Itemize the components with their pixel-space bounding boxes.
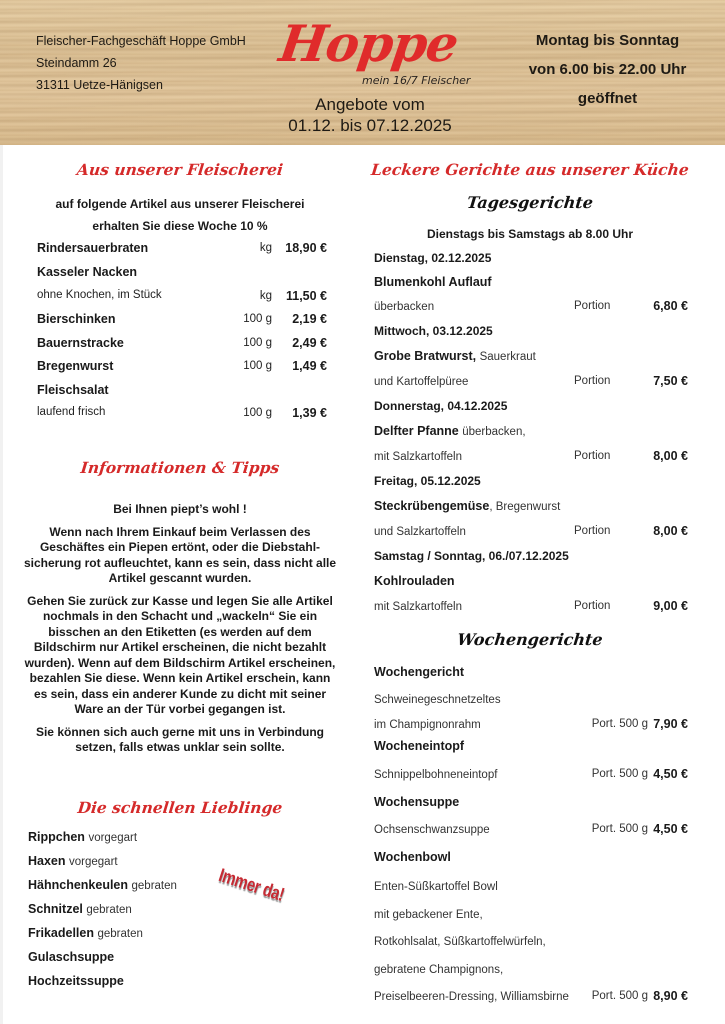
weekly-desc: Schweinegeschnetzeltes [374, 694, 501, 706]
item-price: 1,39 € [292, 406, 327, 420]
page-edge [0, 145, 3, 1024]
day-label: Freitag, 05.12.2025 [374, 474, 481, 488]
info-paragraph: Gehen Sie zurück zur Kasse und legen Sie alle Artikel nochmals in den Schacht und „wackeln“ Sie ein bisschen an den Etiketten (es werden auf dem Bildschirm nur Artikel erscheinen, die nicht bezahlt wurden). Wenn auf dem Bildschirm Artikel erscheinen, bezahlen Sie diese. Wenn kein Artikel erschein, kann es sein, dass ein anderer Kunde zu dicht mit seiner Ware an der Tür vorbei gegangen ist. [24, 593, 336, 716]
weekly-desc: Ochsenschwanzsuppe [374, 824, 490, 836]
city: 31311 Uetze-Hänigsen [36, 78, 163, 92]
weekly-price: 7,90 € [653, 717, 688, 731]
section-title-kitchen: Leckere Gerichte aus unserer Küche [370, 160, 690, 179]
dish-row [374, 349, 692, 369]
item-unit: kg [259, 242, 272, 254]
weekly-price: 8,90 € [653, 989, 688, 1003]
info-paragraph: Wenn nach Ihrem Einkauf beim Verlassen des Geschäftes ein Piepen ertönt, oder die Diebstahl-sicherung rot aufleuchtet, kann es sein, dass nicht alle Artikel gescannt wurden. [23, 524, 337, 585]
meat-item [37, 359, 327, 379]
favorite-item [28, 902, 177, 926]
meat-item [37, 289, 327, 309]
item-name: Fleischsalat [37, 383, 109, 397]
weekly-line [374, 962, 692, 982]
dish-unit: Portion [574, 600, 611, 612]
day-heading [374, 474, 692, 494]
dish-price: 6,80 € [653, 299, 688, 313]
item-name: laufend frisch [37, 406, 106, 418]
item-price: 1,49 € [292, 359, 327, 373]
day-heading [374, 399, 692, 419]
weekly-name: Wocheneintopf [374, 739, 465, 753]
intro-line: auf folgende Artikel aus unserer Fleischerei [55, 197, 305, 211]
favorite-item [28, 926, 177, 950]
section-title-info: Informationen & Tipps [79, 458, 281, 477]
dish-row [374, 574, 692, 594]
dish-desc: und Salzkartoffeln [374, 526, 466, 538]
favorite-item [28, 950, 177, 974]
fav-detail: gebraten [86, 904, 132, 916]
day-heading [374, 549, 692, 569]
daily-dishes-subtitle: Dienstags bis Samstags ab 8.00 Uhr [426, 227, 634, 241]
dish-name: Delfter Pfanne [374, 424, 459, 438]
meat-item [37, 241, 327, 261]
weekly-name: Wochensuppe [374, 795, 460, 809]
weekly-desc: mit gebackener Ente, [374, 909, 483, 921]
weekly-price-row [374, 717, 692, 737]
logo-wordmark: Hoppe [275, 14, 462, 73]
weekly-desc: Preiselbeeren-Dressing, Williamsbirne [374, 991, 569, 1003]
dish-unit: Portion [574, 300, 611, 312]
item-unit: 100 g [243, 360, 272, 372]
weekly-unit: Port. 500 g [591, 990, 648, 1002]
dish-desc: überbacken [374, 301, 435, 313]
hours-times: von 6.00 bis 22.00 Uhr [528, 61, 687, 78]
weekly-heading [374, 850, 692, 870]
favorite-item [28, 830, 177, 854]
street: Steindamm 26 [36, 56, 117, 70]
weekly-desc: im Champignonrahm [374, 719, 481, 731]
item-unit: 100 g [243, 313, 272, 325]
info-text [22, 502, 338, 763]
logo [275, 14, 471, 88]
favorite-item [28, 854, 177, 878]
dish-name: Kohlrouladen [374, 574, 455, 588]
weekly-unit: Port. 500 g [591, 823, 648, 835]
info-paragraph: Bei Ihnen piept’s wohl ! [113, 502, 247, 516]
fav-name: Hochzeitssuppe [28, 974, 124, 988]
item-name: Rindersauerbraten [37, 241, 149, 255]
offer-period [260, 94, 480, 136]
weekly-desc: Enten-Süßkartoffel Bowl [374, 881, 498, 893]
daily-dishes-title: Tagesgerichte [466, 193, 594, 212]
dish-extra: Sauerkraut [479, 351, 536, 363]
dish-price: 8,00 € [653, 524, 688, 538]
dish-price-row [374, 449, 692, 469]
weekly-desc: Schnippelbohneneintopf [374, 769, 498, 781]
dish-unit: Portion [574, 375, 611, 387]
company-name: Fleischer-Fachgeschäft Hoppe GmbH [36, 34, 246, 48]
fav-name: Frikadellen [28, 926, 94, 940]
dish-row [374, 275, 692, 295]
fav-name: Hähnchenkeulen [28, 878, 129, 892]
weekly-line [374, 934, 692, 954]
dish-row [374, 424, 692, 444]
dish-price-row [374, 599, 692, 619]
logo-tagline: mein 16/7 Fleischer [362, 74, 471, 87]
dish-price: 8,00 € [653, 449, 688, 463]
item-name: Kasseler Nacken [37, 265, 138, 279]
dish-price-row [374, 524, 692, 544]
dish-row [374, 499, 692, 519]
header-banner [0, 0, 725, 145]
item-price: 2,49 € [292, 336, 327, 350]
weekly-line [374, 907, 692, 927]
day-label: Donnerstag, 04.12.2025 [374, 399, 508, 413]
weekly-unit: Port. 500 g [591, 718, 648, 730]
item-unit: 100 g [243, 407, 272, 419]
weekly-name: Wochengericht [374, 665, 465, 679]
weekly-heading [374, 795, 692, 815]
favorite-item [28, 878, 177, 902]
dish-desc: mit Salzkartoffeln [374, 601, 462, 613]
meat-item [37, 265, 327, 285]
item-unit: 100 g [243, 337, 272, 349]
dish-price: 7,50 € [653, 374, 688, 388]
day-label: Samstag / Sonntag, 06./07.12.2025 [374, 549, 569, 563]
item-name: Bregenwurst [37, 359, 114, 373]
item-unit: kg [259, 290, 272, 302]
immer-da-stamp: Immer da! [216, 865, 287, 906]
weekly-price-row [374, 767, 692, 787]
fav-detail: vorgegart [69, 856, 118, 868]
weekly-desc: Rotkohlsalat, Süßkartoffelwürfeln, [374, 936, 546, 948]
weekly-line [374, 692, 692, 712]
item-price: 18,90 € [285, 241, 327, 255]
weekly-dishes-title: Wochengerichte [456, 630, 604, 649]
favorite-item [28, 974, 177, 998]
meat-item [37, 406, 327, 426]
weekly-price: 4,50 € [653, 822, 688, 836]
intro-line: erhalten Sie diese Woche 10 % [92, 219, 268, 233]
weekly-heading [374, 665, 692, 685]
company-address [36, 30, 246, 96]
section-title-favorites: Die schnellen Lieblinge [76, 798, 284, 817]
item-price: 2,19 € [292, 312, 327, 326]
opening-hours [490, 26, 725, 113]
weekly-heading [374, 739, 692, 759]
offer-label: Angebote vom [315, 95, 425, 114]
weekly-price-row [374, 822, 692, 842]
dish-name: Steckrübengemüse [374, 499, 490, 513]
weekly-line [374, 879, 692, 899]
fav-name: Gulaschsuppe [28, 950, 115, 964]
day-heading [374, 251, 692, 271]
weekly-desc: gebratene Champignons, [374, 964, 504, 976]
dish-extra: überbacken, [462, 426, 526, 438]
item-name: Bierschinken [37, 312, 116, 326]
day-heading [374, 324, 692, 344]
dish-price-row [374, 299, 692, 319]
fav-name: Rippchen [28, 830, 85, 844]
dish-desc: mit Salzkartoffeln [374, 451, 462, 463]
hours-open: geöffnet [577, 90, 638, 107]
hours-days: Montag bis Sonntag [535, 32, 680, 49]
fav-detail: gebraten [97, 928, 143, 940]
weekly-unit: Port. 500 g [591, 768, 648, 780]
item-name: Bauernstracke [37, 336, 124, 350]
offer-dates: 01.12. bis 07.12.2025 [288, 116, 452, 135]
day-label: Dienstag, 02.12.2025 [374, 251, 492, 265]
dish-extra: , Bregenwurst [489, 501, 561, 513]
weekly-price: 4,50 € [653, 767, 688, 781]
meat-item [37, 336, 327, 356]
weekly-price-row [374, 989, 692, 1009]
fav-name: Schnitzel [28, 902, 83, 916]
dish-desc: und Kartoffelpüree [374, 376, 469, 388]
fav-name: Haxen [28, 854, 66, 868]
dish-name: Blumenkohl Auflauf [374, 275, 492, 289]
dish-name: Grobe Bratwurst, [374, 349, 477, 363]
fleischerei-intro [20, 193, 340, 237]
info-paragraph: Sie können sich auch gerne mit uns in Verbindung setzen, falls etwas unklar sein sollte. [35, 724, 325, 754]
dish-price-row [374, 374, 692, 394]
meat-item [37, 383, 327, 403]
weekly-name: Wochenbowl [374, 850, 451, 864]
fav-detail: gebraten [131, 880, 177, 892]
section-title-fleischerei: Aus unserer Fleischerei [76, 160, 284, 179]
favorites-list [28, 830, 177, 998]
dish-unit: Portion [574, 525, 611, 537]
meat-item [37, 312, 327, 332]
item-price: 11,50 € [285, 289, 327, 303]
dish-price: 9,00 € [653, 599, 688, 613]
fav-detail: vorgegart [88, 832, 138, 844]
day-label: Mittwoch, 03.12.2025 [374, 324, 493, 338]
item-name: ohne Knochen, im Stück [37, 289, 162, 301]
dish-unit: Portion [574, 450, 611, 462]
